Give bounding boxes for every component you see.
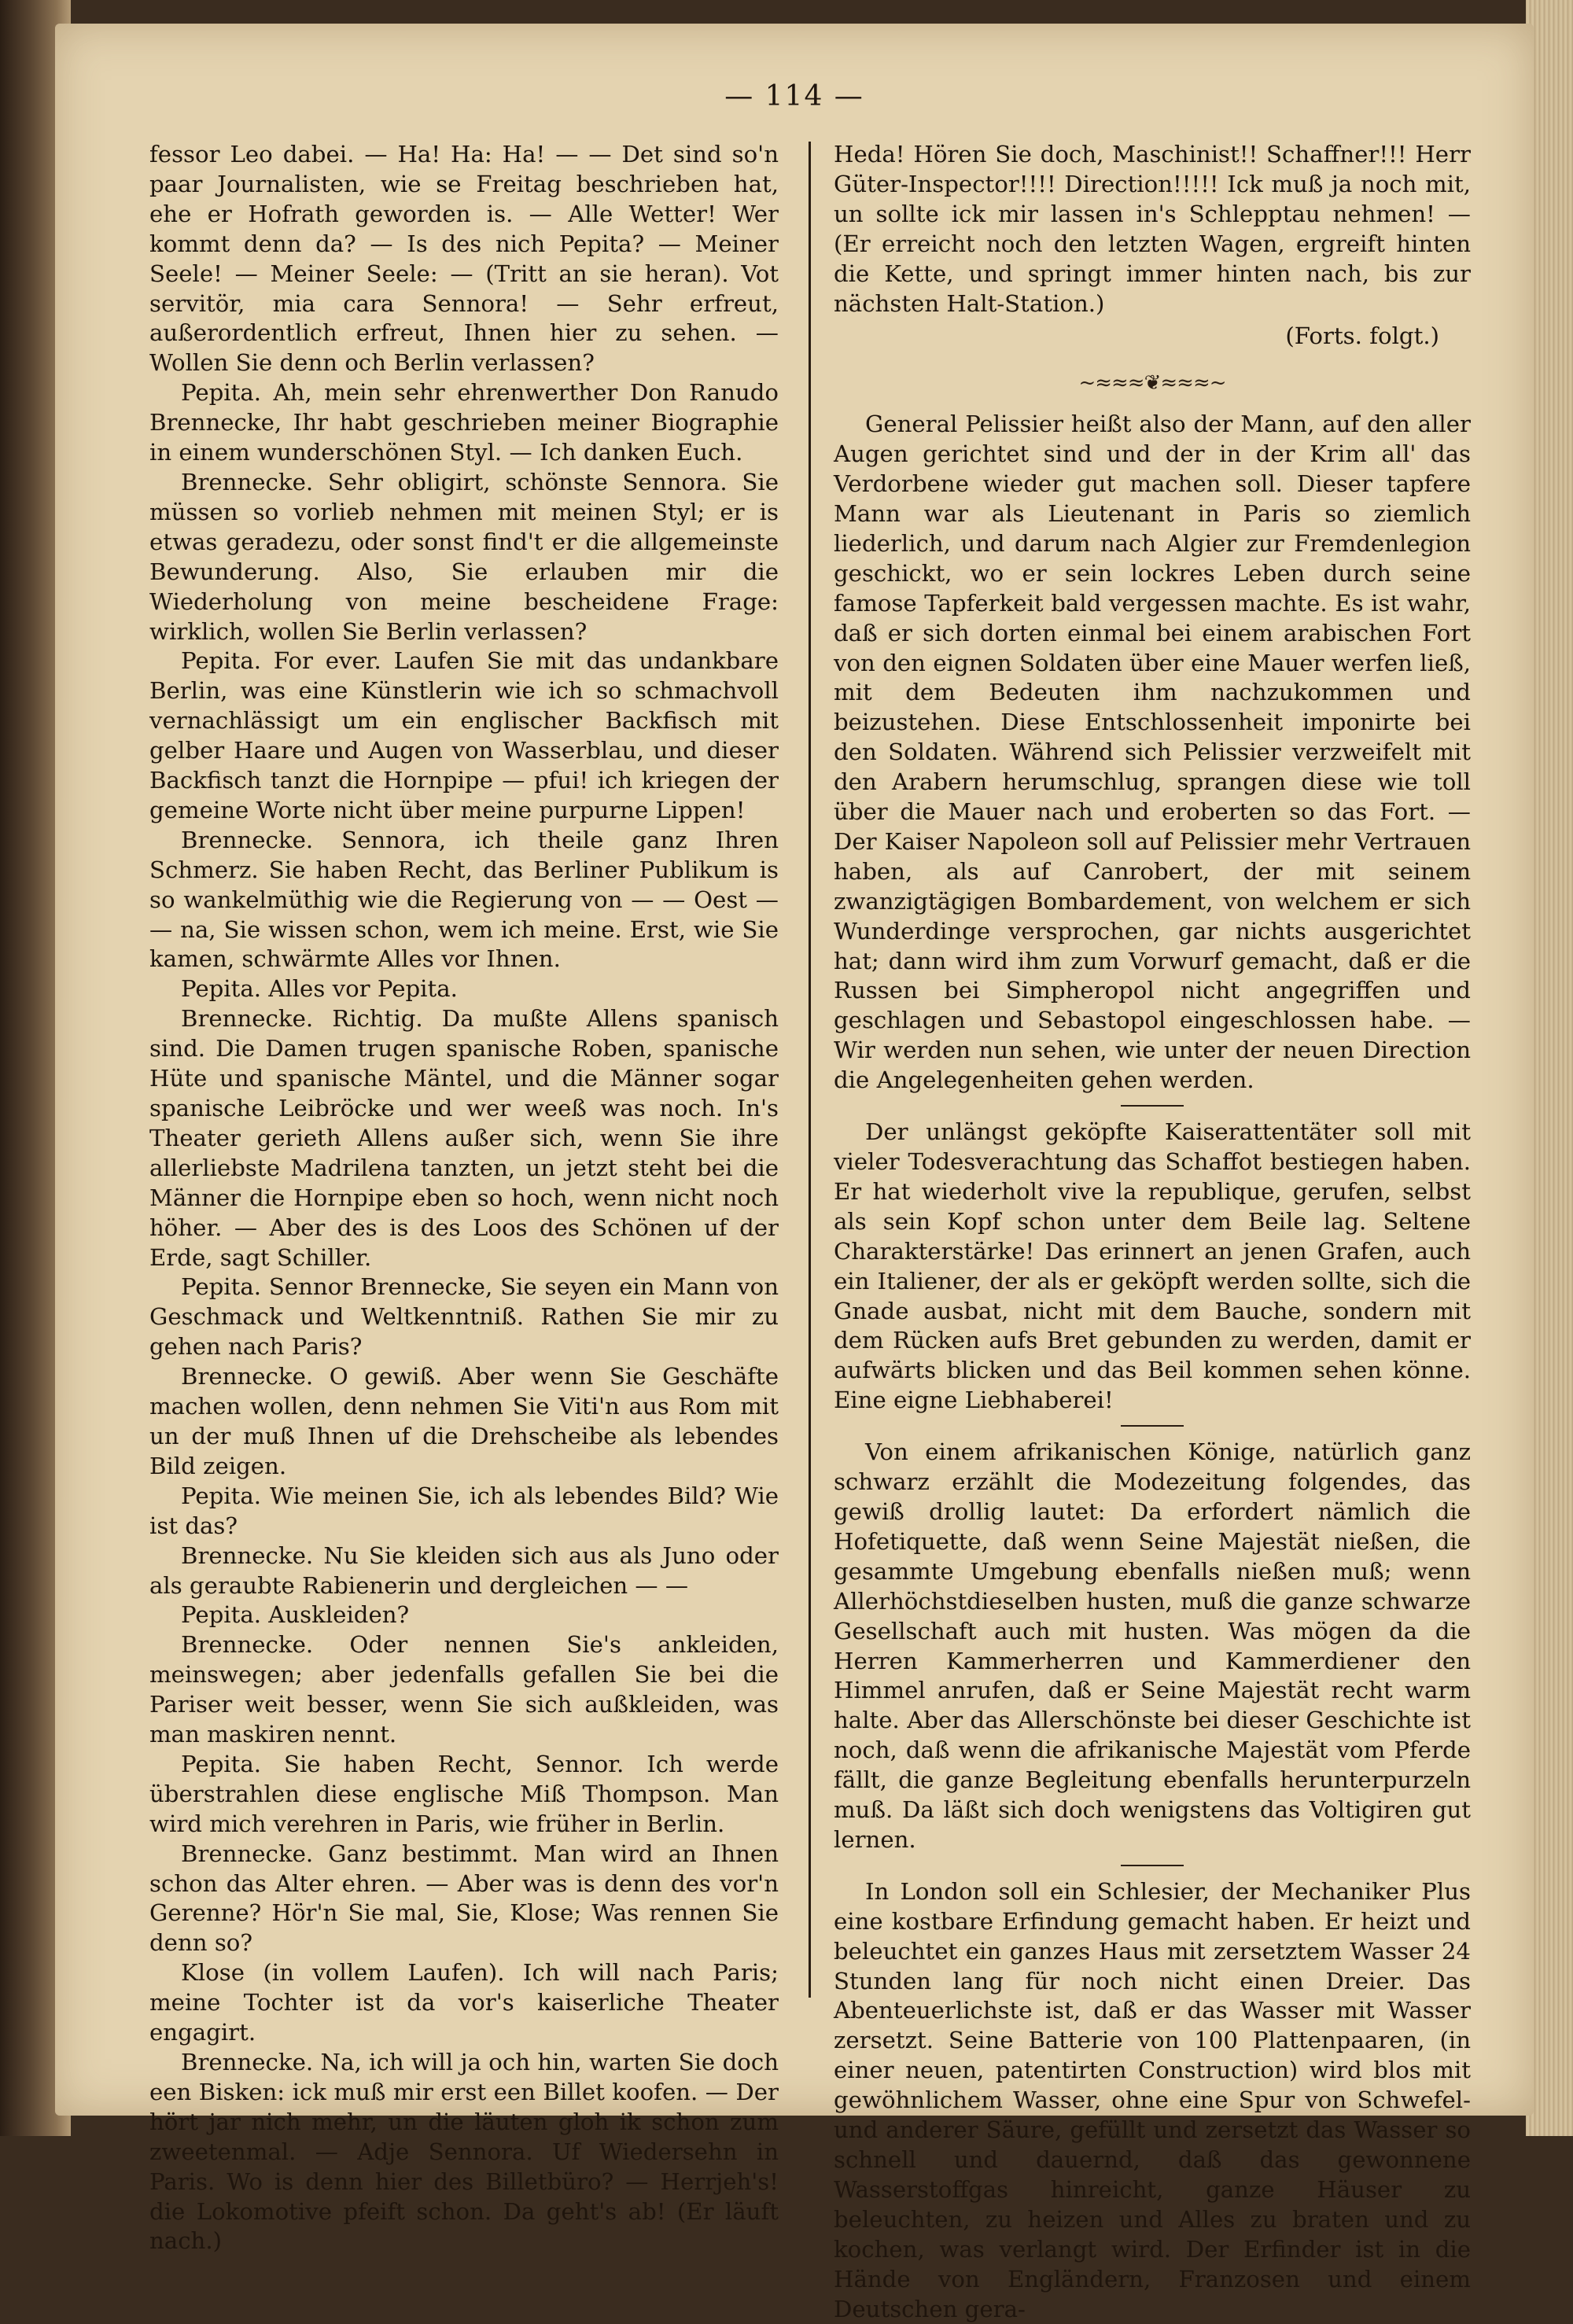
dialogue-paragraph: Pepita. Auskleiden? — [181, 1601, 410, 1629]
column-divider — [809, 142, 811, 1998]
right-column — [834, 140, 1471, 2324]
dialogue-paragraph: Brennecke. Oder nennen Sie's ankleiden, meinswegen; aber jedenfalls gefallen Sie bei die Pariser weit besser, wenn Sie sich außkleiden, was man maskiren nennt. — [149, 1631, 779, 1748]
to-be-continued: (Forts. folgt.) — [1285, 322, 1439, 350]
dialogue-paragraph: Pepita. Sennor Brennecke, Sie seyen ein Mann von Geschmack und Weltkenntniß. Rathen Sie mir zu gehen nach Paris? — [149, 1273, 779, 1361]
dialogue-paragraph: Pepita. Alles vor Pepita. — [181, 975, 458, 1003]
article-separator — [1121, 1105, 1184, 1107]
left-column — [149, 140, 779, 2256]
article-separator — [1121, 1425, 1184, 1427]
book-page — [55, 24, 1534, 2322]
news-article-london-inventor: In London soll ein Schlesier, der Mechaniker Plus eine kostbare Erfindung gemacht haben. Er heizt und beleuchtet ein ganzes Haus mit zersetztem Wasser 24 Stunden lang für noch nicht einen Dreier. Das Abenteuerlichste ist, daß er das Wasser mit Wasser zersetzt. Seine Batterie von 100 Plattenpaaren, (in einer neuen, patentirten Construction) wird blos mit gewöhnlichem Wasser, ohne eine Spur von Schwefel- und anderer Säure, gefüllt und zersetzt das Wasser so schnell und dauernd, daß das gewonnene Wasserstoffgas hinreicht, ganze Häuser zu beleuchten, zu heizen und Alles zu braten und zu kochen, was verlangt wird. Der Erfinder ist in die Hände von Engländern, Franzosen und einem Deutschen gera- — [834, 1877, 1471, 2322]
dialogue-paragraph: fessor Leo dabei. — Ha! Ha: Ha! — — Det sind so'n paar Journalisten, wie se Freitag beschrieben hat, ehe er Hofrath geworden is. — Alle Wetter! Wer kommt denn da? — Is des nich Pepita? — Meiner Seele! — Meiner Seele: — (Tritt an sie heran). Vot servitör, mia cara Sennora! — Sehr erfreut, außerordentlich erfreut, Ihnen hier zu sehen. — Wollen Sie denn och Berlin verlassen? — [149, 141, 779, 377]
dialogue-paragraph: Brennecke. Ganz bestimmt. Man wird an Ihnen schon das Alter ehren. — Aber was is denn des vor'n Gerenne? Hör'n Sie mal, Sie, Klose; Was rennen Sie denn so? — [149, 1840, 779, 1957]
news-article-pelissier: General Pelissier heißt also der Mann, auf den aller Augen gerichtet sind und der in der Krim all' das Verdorbene wieder gut machen soll. Dieser tapfere Mann war als Lieutenant in Paris so ziemlich liederlich, und darum nach Algier zur Fremdenlegion geschickt, wo er sein lockres Leben durch seine famose Tapferkeit bald vergessen machte. Es ist wahr, daß er sich dorten einmal bei einem arabischen Fort von den eignen Soldaten über eine Mauer werfen ließ, mit dem Bedeuten ihm nachzukommen und beizustehen. Diese Entschlossenheit imponirte bei den Soldaten. Während sich Pelissier verzweifelt mit den Arabern herumschlug, sprangen diese wie toll über die Mauer nach und eroberten so das Fort. — Der Kaiser Napoleon soll auf Pelissier mehr Vertrauen haben, als auf Canrobert, der mit seinem zwanzigtägigen Bombardement, von welchem er sich Wunderdinge versprochen, gar nichts ausgerichtet hat; dann wird ihm zum Vorwurf gemacht, daß er die Russen bei Simpheropol nicht angegriffen und geschlagen und Sebastopol eingeschlossen habe. — Wir werden nun sehen, wie unter der neuen Direction die Angelegenheiten gehen werden. — [834, 411, 1471, 1094]
dialogue-paragraph: Brennecke. O gewiß. Aber wenn Sie Geschäfte machen wollen, denn nehmen Sie Viti'n aus Rom mit un der muß Ihnen uf die Drehscheibe als lebendes Bild zeigen. — [149, 1363, 779, 1479]
dialogue-paragraph: Brennecke. Sennora, ich theile ganz Ihren Schmerz. Sie haben Recht, das Berliner Publikum is so wankelmüthig wie die Regierung von — — Oest — — na, Sie wissen schon, wem ich meine. Erst, wie Sie kamen, schwärmte Alles vor Ihnen. — [149, 826, 779, 973]
dialogue-paragraph: Pepita. For ever. Laufen Sie mit das undankbare Berlin, was eine Künstlerin wie ich so schmachvoll vernachlässigt um ein englischer Backfisch mit gelber Haare und Augen von Wasserblau, und dieser Backfisch tanzt die Hornpipe — pfui! ich kriegen der gemeine Worte nicht über meine purpurne Lippen! — [149, 647, 779, 823]
dialogue-paragraph: Brennecke. Richtig. Da mußte Allens spanisch sind. Die Damen trugen spanische Roben, spanische Hüte und spanische Mäntel, und die Männer sogar spanische Leibröcke und wer weeß was noch. In's Theater gerieth Allens außer sich, wenn Sie ihre allerliebste Madrilena tanzten, un jetzt steht bei die Männer die Hornpipe eben so hoch, wenn nicht noch höher. — Aber des is des Loos des Schönen uf der Erde, sagt Schiller. — [149, 1005, 779, 1271]
article-separator — [1121, 1865, 1184, 1866]
page-number: — 114 — — [724, 80, 864, 112]
news-article-african-king: Von einem afrikanischen Könige, natürlich ganz schwarz erzählt die Modezeitung folgendes, das gewiß drollig lautet: Da erfordert nämlich die Hofetiquette, daß wenn Seine Majestät nießen, die gesammte Umgebung ebenfalls nießen muß; wenn Allerhöchstdieselben husten, muß die ganze schwarze Gesellschaft auch mit husten. Was mögen da die Herren Kammerherren und Kammerdiener den Himmel anrufen, daß er Seine Majestät recht warm halte. Aber das Allerschönste bei dieser Geschichte ist noch, daß wenn die afrikanische Majestät vom Pferde fällt, die ganze Begleitung ebenfalls herunterpurzeln muß. Da läßt sich doch wenigstens das Voltigiren gut lernen. — [834, 1438, 1471, 1853]
news-article-attentaeter: Der unlängst geköpfte Kaiserattentäter soll mit vieler Todesverachtung das Schaffot bestiegen haben. Er hat wiederholt vive la republique, gerufen, selbst als sein Kopf schon unter dem Beile lag. Seltene Charakterstärke! Das erinnert an jenen Grafen, auch ein Italiener, der als er geköpft werden sollte, sich die Gnade ausbat, nicht mit dem Bauche, sondern mit dem Rücken aufs Bret gebunden zu werden, damit er aufwärts blicken und das Beil kommen sehen könne. Eine eigne Liebhaberei! — [834, 1118, 1471, 1414]
dialogue-paragraph: Brennecke. Na, ich will ja och hin, warten Sie doch een Bisken: ick muß mir erst een Billet koofen. — Der hört jar nich mehr, un die läuten gloh ik schon zum zweetenmal. — Adje Sennora. Uf Wiedersehn in Paris. Wo is denn hier des Billetbüro? — Herrjeh's! die Lokomotive pfeift schon. Da geht's ab! (Er läuft nach.) — [149, 2049, 779, 2255]
dialogue-paragraph: Pepita. Wie meinen Sie, ich als lebendes Bild? Wie ist das? — [149, 1482, 779, 1539]
dialogue-continuation: Heda! Hören Sie doch, Maschinist!! Schaffner!!! Herr Güter-Inspector!!!! Direction!!!!! Ick muß ja noch mit, un sollte ick mir lassen in's Schlepptau nehmen! — (Er erreicht noch den letzten Wagen, ergreift hinten die Kette, und springt immer hinten nach, bis zur nächsten Halt-Station.) — [834, 141, 1471, 317]
dialogue-paragraph: Brennecke. Sehr obligirt, schönste Sennora. Sie müssen so vorlieb nehmen mit meinen Styl; er is etwas geradezu, oder sonst find't er die allgemeinste Bewunderung. Also, Sie erlauben mir die Wiederholung von meine bescheidene Frage: wirklich, wollen Sie Berlin verlassen? — [149, 468, 779, 645]
dialogue-paragraph: Pepita. Ah, mein sehr ehrenwerther Don Ranudo Brennecke, Ihr habt geschrieben meiner Biographie in einem wunderschönen Styl. — Ich danken Euch. — [149, 379, 779, 466]
dialogue-paragraph: Pepita. Sie haben Recht, Sennor. Ich werde überstrahlen diese englische Miß Thompson. Man wird mich verehren in Paris, wie früher in Berlin. — [149, 1750, 779, 1837]
dialogue-paragraph: Klose (in vollem Laufen). Ich will nach Paris; meine Tochter ist da vor's kaiserliche Theater engagirt. — [149, 1959, 779, 2046]
section-flourish: ~≈≈≈❦≈≈≈~ — [1078, 371, 1226, 396]
dialogue-paragraph: Brennecke. Nu Sie kleiden sich aus als Juno oder als geraubte Rabienerin und dergleichen — — — [149, 1541, 779, 1599]
